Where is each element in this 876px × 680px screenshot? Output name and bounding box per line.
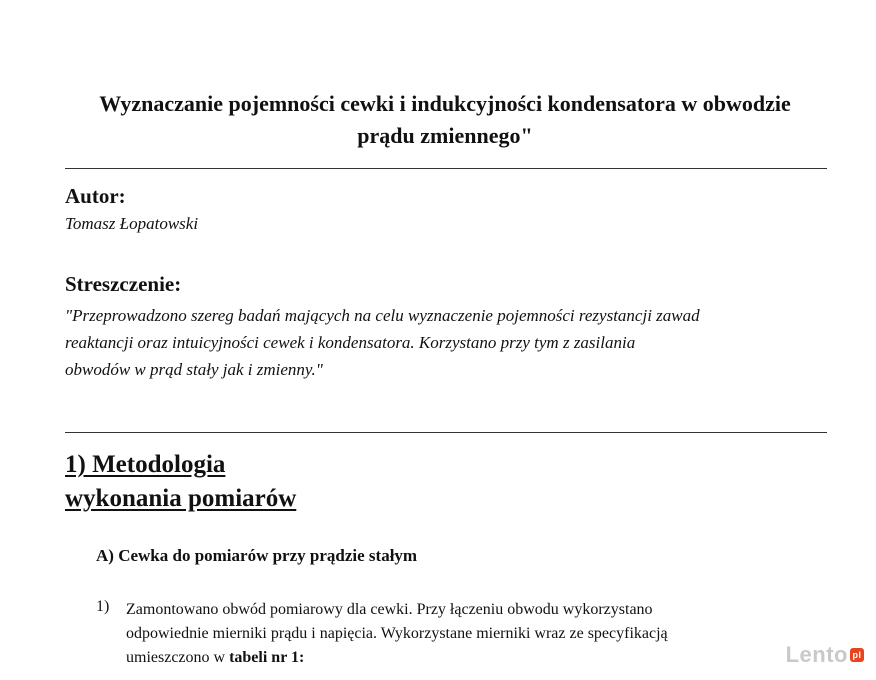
- title-line-2: prądu zmiennego": [357, 123, 533, 148]
- list-item-line-3-start: umieszczono w: [126, 649, 230, 666]
- author-heading: Autor:: [65, 184, 126, 208]
- list-item-line-1: Zamontowano obwód pomiarowy dla cewki. Przy łączeniu obwodu wykorzystano: [126, 601, 653, 618]
- abstract-text: [65, 302, 835, 383]
- author-name: Tomasz Łopatowski: [65, 214, 199, 233]
- abstract-line-1: "Przeprowadzono szereg badań mających na celu wyznaczenie pojemności rezystancji zawad: [65, 306, 700, 325]
- divider-top: [65, 168, 827, 169]
- table-reference: tabeli nr 1:: [229, 649, 305, 666]
- list-item-number: 1): [96, 598, 110, 615]
- list-item-line-3: [126, 646, 826, 670]
- title-line-1: Wyznaczanie pojemności cewki i indukcyjności kondensatora w obwodzie: [99, 91, 791, 116]
- divider-middle: [65, 432, 827, 433]
- section-title-line-2: wykonania pomiarów: [65, 485, 297, 512]
- list-item-text: [126, 598, 826, 670]
- section-title: [65, 448, 296, 516]
- list-item-line-2: odpowiednie mierniki prądu i napięcia. Wykorzystane mierniki wraz ze specyfikacją: [126, 625, 668, 642]
- abstract-line-2: reaktancji oraz intuicyjności cewek i kondensatora. Korzystano przy tym z zasilania: [65, 333, 636, 352]
- watermark-badge: pl: [850, 648, 864, 662]
- abstract-line-3: obwodów w prąd stały jak i zmienny.": [65, 360, 323, 379]
- document-title: [60, 88, 830, 152]
- watermark-text: Lento: [785, 642, 848, 667]
- abstract-heading: Streszczenie:: [65, 272, 182, 296]
- watermark-logo: [786, 642, 864, 668]
- subsection-heading: A) Cewka do pomiarów przy prądzie stałym: [96, 546, 418, 565]
- section-title-line-1: 1) Metodologia: [65, 451, 226, 478]
